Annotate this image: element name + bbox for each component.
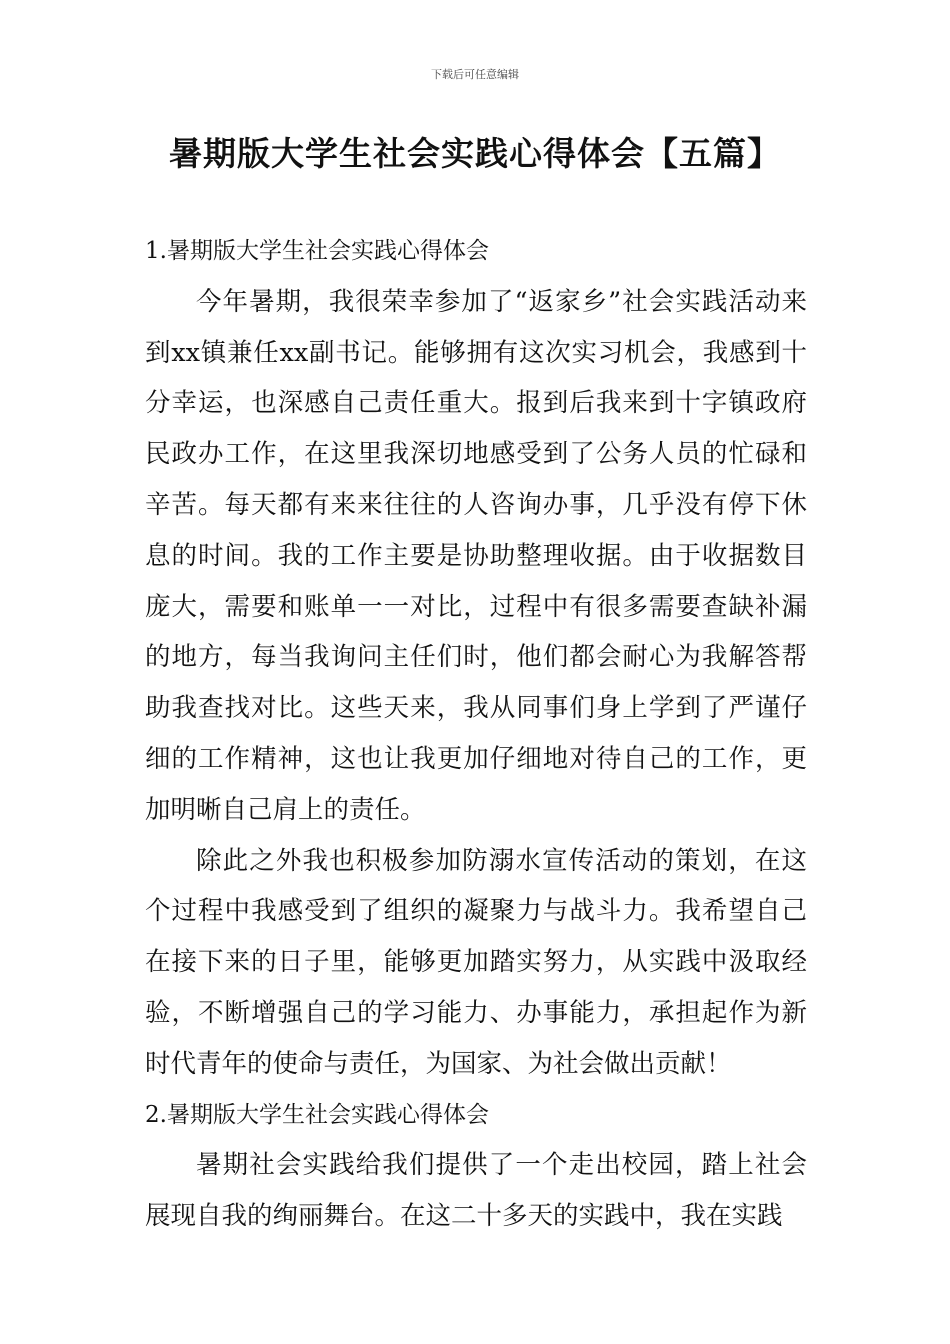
section-heading: 1.暑期版大学生社会实践心得体会 [145,238,489,264]
paragraph: 暑期社会实践给我们提供了一个走出校园，踏上社会展现自我的绚丽舞台。在这二十多天的实践中，我在实践 [145,1150,807,1232]
section-heading: 2.暑期版大学生社会实践心得体会 [145,1101,489,1128]
document-title: 暑期版大学生社会实践心得体会【五篇】 [169,134,781,173]
header-note: 下载后可任意编辑 [431,68,519,81]
section-2 [145,1090,807,1242]
paragraph: 除此之外我也积极参加防溺水宣传活动的策划，在这个过程中我感受到了组织的凝聚力与战斗力。我希望自己在接下来的日子里，能够更加踏实努力，从实践中汲取经验，不断增强自己的学习能力、办事能力，承担起作为新时代青年的使命与责任，为国家、为社会做出贡献！ [145,845,807,1079]
document-body [145,226,807,1242]
paragraph: 今年暑期，我很荣幸参加了“返家乡”社会实践活动来到xx镇兼任xx副书记。能够拥有这次实习机会，我感到十分幸运，也深感自己责任重大。报到后我来到十字镇政府民政办工作，在这里我深切地感受到了公务人员的忙碌和辛苦。每天都有来来往往的人咨询办事，几乎没有停下休息的时间。我的工作主要是协助整理收据。由于收据数目庞大，需要和账单一一对比，过程中有很多需要查缺补漏的地方，每当我询问主任们时，他们都会耐心为我解答帮助我查找对比。这些天来，我从同事们身上学到了严谨仔细的工作精神，这也让我更加仔细地对待自己的工作，更加明晰自己肩上的责任。 [145,286,807,825]
section-1 [145,226,807,1090]
